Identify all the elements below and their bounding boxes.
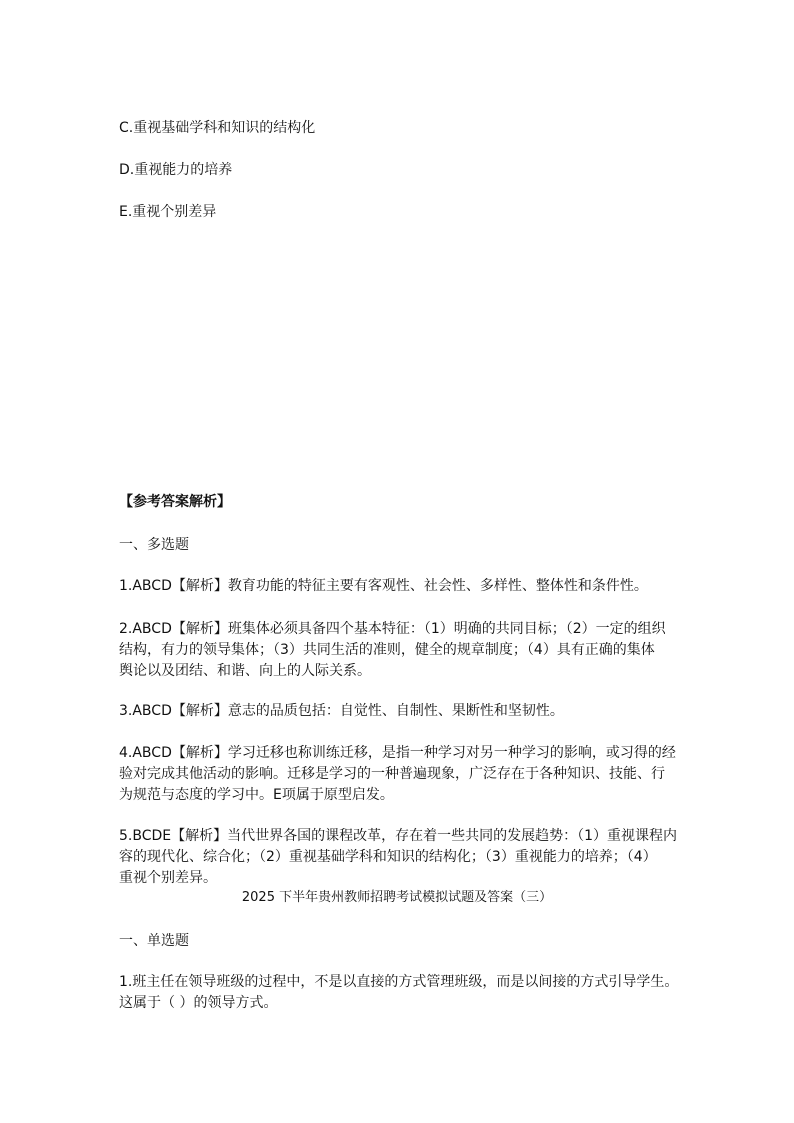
- option-e: E.重视个别差异: [119, 204, 217, 220]
- question-line: 这属于（ ）的领导方式。: [119, 995, 278, 1011]
- question-line: 1.班主任在领导班级的过程中，不是以直接的方式管理班级，而是以间接的方式引导学生。: [119, 974, 679, 990]
- answer-item-5: [119, 826, 679, 889]
- answer-line: 为规范与态度的学习中。E项属于原型启发。: [119, 787, 394, 803]
- section-title-multiple-choice: 一、多选题: [119, 537, 189, 553]
- answer-line: 重视个别差异。: [119, 870, 217, 886]
- section-title-single-choice: 一、单选题: [119, 933, 189, 949]
- next-exam-title: 2025 下半年贵州教师招聘考试模拟试题及答案（三）: [241, 890, 553, 905]
- answer-line: 结构，有力的领导集体；（3）共同生活的准则，健全的规章制度；（4）具有正确的集体: [119, 642, 655, 658]
- answer-header: 【参考答案解析】: [119, 494, 231, 510]
- answer-line: 验对完成其他活动的影响。迁移是学习的一种普遍现象，广泛存在于各种知识、技能、行: [119, 766, 665, 782]
- option-d: D.重视能力的培养: [119, 162, 233, 178]
- answer-item-2: [119, 619, 679, 682]
- answer-line: 容的现代化、综合化；（2）重视基础学科和知识的结构化；（3）重视能力的培养；（4）: [119, 849, 657, 865]
- answer-item-1: [119, 576, 679, 597]
- answer-line: 舆论以及团结、和谐、向上的人际关系。: [119, 663, 371, 679]
- option-c: C.重视基础学科和知识的结构化: [119, 120, 316, 136]
- question-item-1: [119, 972, 679, 1014]
- answer-item-4: [119, 743, 679, 806]
- answer-line: 2.ABCD【解析】班集体必须具备四个基本特征：（1）明确的共同目标；（2）一定的组织: [119, 621, 666, 637]
- answer-line: 5.BCDE【解析】当代世界各国的课程改革，存在着一些共同的发展趋势：（1）重视课程内: [119, 828, 678, 844]
- answer-line: 3.ABCD【解析】意志的品质包括：自觉性、自制性、果断性和坚韧性。: [119, 703, 564, 719]
- answer-item-3: [119, 701, 679, 722]
- answer-line: 1.ABCD【解析】教育功能的特征主要有客观性、社会性、多样性、整体性和条件性。: [119, 578, 648, 594]
- answer-line: 4.ABCD【解析】学习迁移也称训练迁移，是指一种学习对另一种学习的影响，或习得的经: [119, 745, 676, 761]
